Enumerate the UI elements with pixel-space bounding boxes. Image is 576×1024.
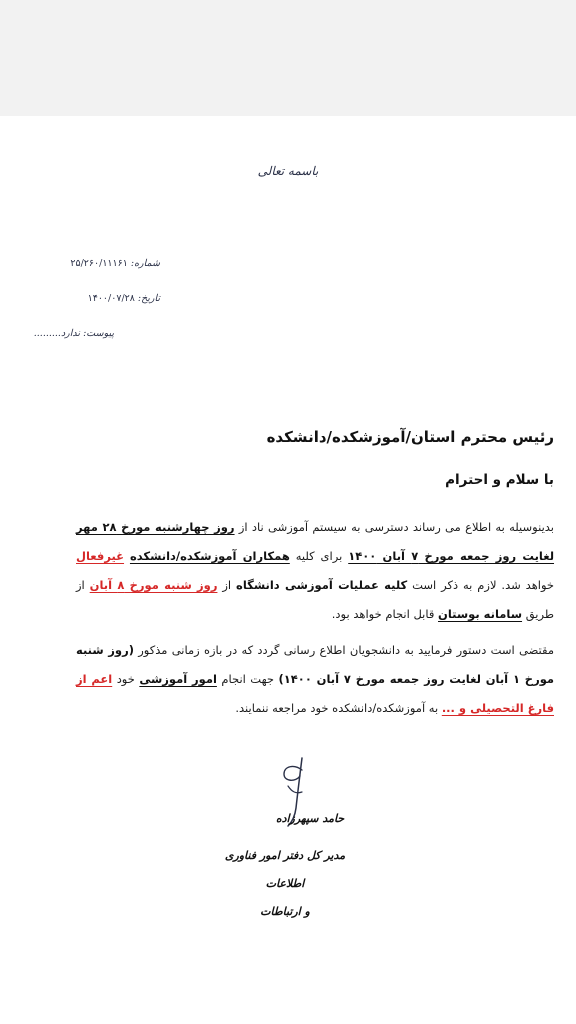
letter-date-value: ۱۴۰۰/۰۷/۲۸ [87, 293, 135, 304]
bismillah: باسمه تعالی [257, 164, 319, 178]
p1-text: از [222, 578, 232, 592]
letter-page [0, 116, 576, 1024]
greeting: با سلام و احترام [445, 472, 554, 488]
letter-attachment-label: پیوست: [83, 328, 114, 339]
letter-date [10, 293, 160, 304]
letter-number-label: شماره: [130, 258, 160, 269]
letter-date-label: تاریخ: [137, 293, 160, 304]
p2-text: خود [116, 672, 135, 686]
p1-text: بدینوسیله به اطلاع می رساند دسترسی به سیستم آموزشی ناد از [238, 520, 555, 534]
p1-inactive: غیرفعال [76, 549, 125, 563]
p2-text: جهت انجام [221, 672, 275, 686]
letter-number-value: ۲۵/۲۶۰/۱۱۱۶۱ [70, 258, 128, 269]
signatory-title-line-2: و ارتباطات [260, 905, 310, 918]
top-band [0, 0, 576, 116]
p1-system: سامانه بوستان [438, 607, 523, 621]
letter-attachment-value: ندارد......... [33, 328, 81, 339]
signatory-name: حامد سپهرزاده [275, 812, 345, 825]
p1-period: روز چهارشنبه مورخ ۲۸ مهر لغایت روز جمعه مورخ ۷ آبان ۱۴۰۰ [76, 520, 555, 563]
p1-staff: همکاران آموزشکده/دانشکده [129, 549, 290, 563]
p2-text: به آموزشکده/دانشکده خود مراجعه ننمایند. [235, 701, 439, 715]
recipient-heading: رئیس محترم استان/آموزشکده/دانشکده [266, 428, 554, 446]
p2-graduation: اعم از فارغ التحصیلی و ... [76, 672, 554, 715]
signatory-title [210, 842, 360, 926]
p1-resume-date: روز شنبه مورخ ۸ آبان [89, 578, 218, 592]
p1-text: برای کلیه [295, 549, 343, 563]
p2-period: (روز شنبه مورخ ۱ آبان لغایت روز جمعه مورخ ۷ آبان ۱۴۰۰) [76, 643, 555, 686]
p2-affairs: امور آموزشی [139, 672, 217, 686]
p1-text: قابل انجام خواهد بود. [331, 607, 435, 621]
letter-number [10, 258, 160, 269]
paragraph-2 [76, 636, 554, 723]
p1-operations: کلیه عملیات آموزشی دانشگاه [236, 578, 408, 592]
p1-text: از طریق [76, 578, 554, 621]
p1-text: خواهد شد. لازم به ذکر است [412, 578, 555, 592]
signatory-title-line-1: مدیر کل دفتر امور فناوری اطلاعات [224, 849, 346, 890]
paragraph-1 [76, 513, 554, 629]
letter-attachment [14, 328, 114, 339]
p2-text: مقتضی است دستور فرمایید به دانشجویان اطلاع رسانی گردد که در بازه زمانی مذکور [138, 643, 555, 657]
